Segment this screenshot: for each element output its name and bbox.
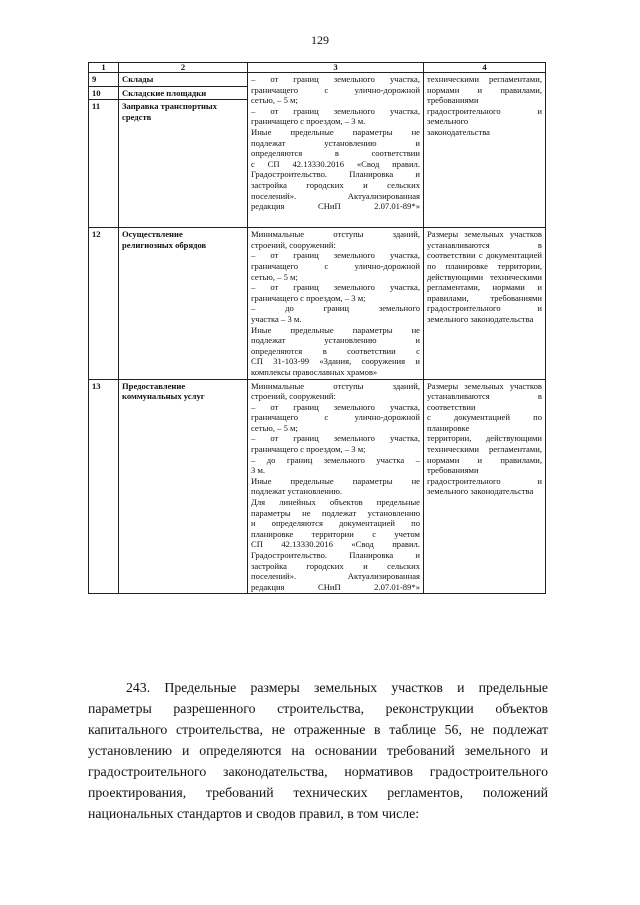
text-line: редакция СНиП 2.07.01-89*» [251, 581, 420, 592]
paragraph-line: национальных стандартов и сводов правил, в том числе: [88, 806, 420, 821]
text-line: Минимальные отступы зданий, [251, 229, 420, 240]
text-line: градостроительного и земельного [427, 105, 542, 127]
text-line: градостроительного и [427, 303, 542, 314]
text-line: земельного законодательства [427, 313, 534, 324]
text-line: Размеры земельных участков [427, 229, 542, 240]
row-name: Склады [119, 73, 248, 87]
text-line: нормами и правилами, [427, 454, 542, 465]
text-line: – от границ земельного участка, [251, 282, 420, 293]
text-line: Градостроительство. Планировка и [251, 169, 420, 180]
text-line: техническими регламентами, [427, 444, 542, 455]
text-line: устанавливаются в соответствии [427, 391, 542, 412]
text-line: Для линейных объектов предельные [251, 497, 420, 508]
text-line: сетью, – 5 м; [251, 422, 298, 433]
text-line: Иные предельные параметры не [251, 324, 420, 335]
text-line: Минимальные отступы зданий, [251, 380, 420, 391]
text-line: коммунальных услуг [122, 391, 205, 402]
text-line: Осуществление [122, 229, 183, 240]
text-line: граничащего с улично-дорожной [251, 84, 420, 95]
row-number: 9 [89, 73, 119, 87]
header-cell: 4 [424, 63, 546, 73]
table-row [89, 379, 546, 594]
group1-params-cell [248, 73, 424, 228]
text-line: поселений». Актуализированная [251, 190, 420, 201]
row-number: 12 [89, 228, 119, 379]
text-line: комплексы православных храмов» [251, 366, 378, 377]
table-header-row [89, 63, 546, 73]
text-line: законодательства [427, 126, 490, 137]
paragraph-line: проектирования, требований технических регламентов, положений [88, 785, 548, 800]
text-line: нормами и правилами, [427, 84, 542, 95]
text-line: СП 42.13330.2016 «Свод правил. [251, 539, 420, 550]
text-line: Предоставление [122, 380, 186, 391]
page-number: 129 [311, 33, 329, 47]
row12-params-cell [248, 228, 424, 379]
paragraph-line: градостроительного законодательства, нормативов градостроительного [88, 764, 548, 779]
text-line: – от границ земельного участка, [251, 401, 420, 412]
row-name: Складские площадки [119, 86, 248, 100]
text-line: правилами, требованиями [427, 292, 542, 303]
text-line: параметры не подлежат установлению [251, 507, 420, 518]
header-cell: 2 [119, 63, 248, 73]
text-line: граничащего с улично-дорожной [251, 260, 420, 271]
row-name [119, 228, 248, 379]
text-line: застройка городских и сельских [251, 560, 420, 571]
text-line: планировке территории с учетом [251, 528, 420, 539]
text-line: религиозных обрядов [122, 239, 207, 250]
body-paragraph [88, 677, 548, 824]
header-cell: 1 [89, 63, 119, 73]
text-line: подлежат установлению. [251, 486, 343, 497]
text-line: определяются в соответствии [251, 148, 420, 159]
text-line: соответствии с документацией [427, 250, 542, 261]
text-line: требованиями [427, 465, 479, 476]
row-name: Заправка транспортных средств [119, 100, 248, 228]
group1-sizes-cell [424, 73, 546, 228]
text-line: сетью, – 5 м; [251, 271, 298, 282]
row-name [119, 379, 248, 594]
text-line: – от границ земельного участка, [251, 105, 420, 116]
text-line: редакция СНиП 2.07.01-89*» [251, 201, 420, 212]
text-line: определяются в соответствии с [251, 345, 420, 356]
text-line: 3 м. [251, 465, 266, 476]
row13-params-cell [248, 379, 424, 594]
row12-sizes-cell [424, 228, 546, 379]
text-line: застройка городских и сельских [251, 179, 420, 190]
text-line: с документацией по планировке [427, 412, 542, 433]
regulations-table [88, 62, 546, 594]
text-line: – от границ земельного участка, [251, 74, 420, 84]
text-line: СП 31-103-99 «Здания, сооружения и [251, 356, 420, 367]
header-cell: 3 [248, 63, 424, 73]
text-line: участка – 3 м. [251, 313, 302, 324]
text-line: поселений». Актуализированная [251, 571, 420, 582]
text-line: градостроительного и [427, 475, 542, 486]
text-line: строений, сооружений: [251, 391, 336, 402]
text-line: граничащего с улично-дорожной [251, 412, 420, 423]
text-line: подлежат установлению и [251, 335, 420, 346]
text-line: Градостроительство. Планировка и [251, 550, 420, 560]
text-line: сетью, – 5 м; [251, 95, 298, 106]
row13-sizes-cell [424, 379, 546, 594]
text-line: устанавливаются в [427, 239, 542, 250]
row-number: 10 [89, 86, 119, 100]
row-number: 13 [89, 379, 119, 594]
text-line: Иные предельные параметры не [251, 475, 420, 486]
text-line: территории, действующими [427, 433, 542, 444]
text-line: – от границ земельного участка, [251, 433, 420, 444]
text-line: граничащего с проездом, – 3 м. [251, 116, 366, 127]
table-row [89, 73, 546, 87]
text-line: граничащего с проездом, – 3 м; [251, 292, 366, 303]
text-line: подлежат установлению и [251, 137, 420, 148]
text-line: действующими техническими [427, 271, 542, 282]
text-line: регламентами, нормами и [427, 282, 542, 293]
text-line: Иные предельные параметры не [251, 126, 420, 137]
text-line: – до границ земельного участка – [251, 454, 420, 465]
text-line: – до границ земельного [251, 303, 420, 314]
text-line: и определяются документацией по [251, 518, 420, 529]
text-line: по планировке территории, [427, 260, 542, 271]
text-line: Размеры земельных участков [427, 380, 542, 391]
text-line: с СП 42.13330.2016 «Свод правил. [251, 158, 420, 169]
table-row [89, 228, 546, 379]
text-line: техническими регламентами, [427, 74, 542, 84]
text-line: требованиями [427, 95, 479, 106]
text-line: земельного законодательства [427, 486, 534, 497]
text-line: – от границ земельного участка, [251, 250, 420, 261]
paragraph-line: установлению и определяются на основании требований земельного и [88, 743, 548, 758]
text-line: строений, сооружений: [251, 239, 336, 250]
paragraph-line: параметры разрешенного строительства, реконструкции объектов [88, 701, 548, 716]
text-line: граничащего с проездом, – 3 м; [251, 444, 366, 455]
row-number: 11 [89, 100, 119, 228]
paragraph-line: 243. Предельные размеры земельных участков и предельные [126, 680, 548, 695]
paragraph-line: капитального строительства, не отраженные в таблице 56, не подлежат [88, 722, 548, 737]
